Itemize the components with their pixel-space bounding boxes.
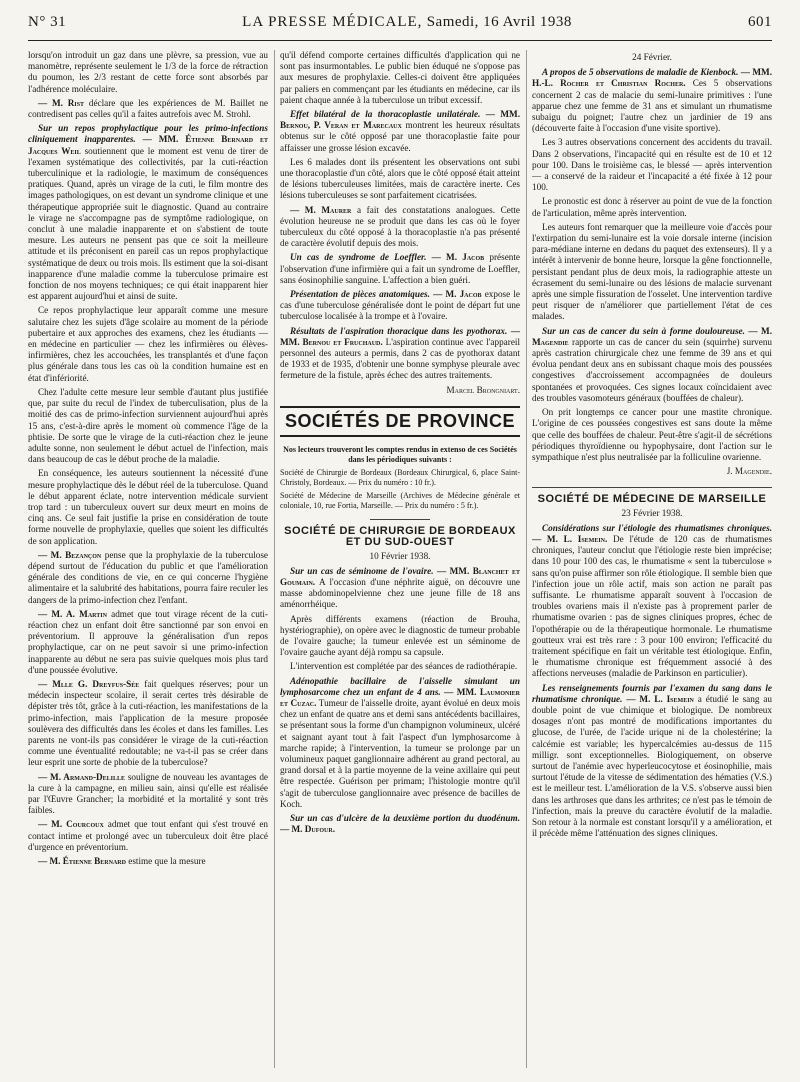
- authors: — MM. H.-L. Rocher et Christian Rocher.: [532, 67, 772, 89]
- signature: Marcel Brongniart.: [446, 384, 520, 395]
- article: [280, 326, 520, 382]
- paragraph: L'intervention est complétée par des séances de radiothérapie.: [290, 661, 518, 672]
- authors: — MM. Étienne Bernard et Jacques Weil: [28, 134, 268, 156]
- author: — M. A. Martin: [38, 608, 107, 619]
- author: — M. Jacob: [431, 252, 485, 263]
- session-date: 10 Février 1938.: [369, 550, 431, 561]
- article-title: Effet bilatéral de la thoracoplastie unilatérale.: [290, 109, 481, 120]
- article: [280, 676, 520, 810]
- text: estime que la mesure: [128, 856, 206, 867]
- text: A l'occasion d'une néphrite aiguë, on découvre une masse abdominopelvienne chez une jeune fille de 18 ans aménorrhéique.: [280, 576, 520, 610]
- column-divider: [526, 50, 527, 1068]
- session-date: 24 Février.: [632, 52, 672, 62]
- text: pense que la prophylaxie de la tuberculose dépend surtout de l'éducation du public et que l'amélioration générale des conditions de vie, en ce qui concerne l'hygiène alimentaire et la salubrité des habitations, pourra faire reculer les dangers de la primo-infection chez l'enfant.: [28, 549, 268, 605]
- paragraph: Les 6 malades dont ils présentent les observations ont subi une thoracoplastie d'un côté, alors que le côté opposé était atteint de lésions tuberculeuses limitées, mais de caractère inerte. Ces lésions tuberculeuses se sont parfaitement cicatrisées.: [280, 156, 520, 201]
- author: — M. Bezançon: [38, 549, 102, 560]
- article-title: Sur un repos prophylactique pour les primo-infections cliniquement inapparentes.: [28, 123, 268, 145]
- article: [280, 289, 520, 323]
- journal-title: [242, 14, 572, 31]
- column-3: [532, 50, 772, 1068]
- paragraph: qu'il défend comporte certaines difficultés d'application qui ne sont pas insurmontables. Le public bien éduqué ne s'oppose pas aux mesures de prophylaxie. Celles-ci doivent être appliquées par paliers en commençant par les étudiants en médecine, car ils paient chaque année à la tuberculose un tribut excessif.: [280, 50, 520, 105]
- author: — M. Maurer: [290, 204, 352, 215]
- article-title: Présentation de pièces anatomiques.: [290, 289, 430, 300]
- author: — M. Magendie: [532, 325, 772, 347]
- column-divider: [274, 50, 275, 1068]
- article-title: Sur un cas d'ulcère de la deuxième portion du duodénum.: [290, 812, 520, 823]
- text: L'aspiration continue avec l'appareil personnel des auteurs a permis, dans 2 cas de pyothorax datant de 1933 et de 1935, d'obtenir une bonne symphyse pleurale avec fermeture de la fistule, après échec des autres traitements.: [280, 336, 520, 381]
- column-2: [280, 50, 520, 1068]
- authors: — MM. Bernou et Fruchaud.: [280, 325, 520, 347]
- discussion: [28, 550, 268, 606]
- text: admet que tout enfant qui s'est trouvé en contact intime et prolongé avec un tuberculeux doit être placé d'urgence en préventorium.: [28, 819, 268, 852]
- discussion: [28, 772, 268, 817]
- author: — M. L. Isemein.: [532, 533, 608, 544]
- author: — M. Étienne Bernard: [38, 856, 126, 867]
- paragraph: lorsqu'on introduit un gaz dans une plèvre, sa pression, vue au manomètre, représente seulement le 1/3 de la force de rétraction du poumon, les 2/3 restant de cette force sont absorbés par l'adhérence moléculaire.: [28, 50, 268, 94]
- article-title: Considérations sur l'étiologie des rhumatismes chroniques.: [542, 522, 772, 533]
- text: Ces 5 observations concernent 2 cas de malacie du semi-lunaire primitives : l'une apparue chez une femme de 31 ans et simulant un rhumatisme subaigu du poignet; l'autre chez un jardinier de 19 ans (découverte faite à l'occasion d'une visite sportive).: [532, 78, 772, 134]
- discussion: [28, 819, 268, 853]
- text: a fait des constatations analogues. Cette évolution heureuse ne se produit que dans les cas où le foyer tuberculeux du côté opposé à la thoracoplastie n'a pas présenté de caractère évolutif depuis des mois.: [280, 204, 520, 249]
- society-title-line: SOCIÉTÉ DE CHIRURGIE DE BORDEAUX: [284, 525, 516, 538]
- paragraph: Les 3 autres observations concernent des accidents du travail. Dans 2 observations, l'incapacité qui en résulte est de 10 et 12 pour 100. Dans le troisième cas, le blessé — après intervention — a conservé de la raideur et l'incapacité a été fixée à 12 pour 100.: [532, 137, 772, 193]
- article: [532, 326, 772, 404]
- author: — Mlle G. Dreyfus-Sée: [38, 678, 140, 689]
- paragraph: [28, 98, 268, 120]
- article: [280, 813, 520, 835]
- text: expose le cas d'une tuberculose généralisée dont le point de départ fut une tuberculose localisée à la trompe et à l'ovaire.: [280, 289, 520, 322]
- signature: J. Magendie.: [726, 466, 772, 477]
- column-1: [28, 50, 268, 1068]
- paragraph: Le pronostic est donc à réserver au point de vue de la fonction de l'articulation, même après intervention.: [532, 196, 772, 218]
- paragraph: On prit longtemps ce cancer pour une mastite chronique. L'origine de ces poussées congestives est sans doute la même que celle des bouffées de chaleur. Peut-être s'agit-il de sécrétions périodiques thyroïdienne ou hypophysaire, dont l'action sur le sympathique n'est plus neutralisée par la folliculine ovarienne.: [532, 407, 772, 462]
- paragraph: Ce repos prophylactique leur apparaît comme une mesure salutaire chez les sujets d'âge scolaire au moment de la période pubertaire et aux approches des examens, chez les étudiants — en médecine en particulier — chez les infirmières ou élèves-infirmières, chez les accouchées, les transplantés et d'une façon plus générale dans tous les cas où la condition humaine est en état d'infériorité.: [28, 305, 268, 383]
- article: [532, 67, 772, 134]
- paragraph: Après différents examens (réaction de Brouha, hystériographie), on opère avec le diagnostic de tumeur probable de l'ovaire gauche; la tumeur enlevée est un séminome de l'ovaire gauche ayant déjà rompu sa capsule.: [280, 613, 520, 658]
- text: rapporte un cas de cancer du sein (squirrhe) survenu après castration chirurgicale chez une femme de 39 ans et qui évolua pendant deux ans en subissant chaque mois des poussées congestives d'accroissement accompagnées de douleurs spontanées et provoquées. Ces signes locaux coïncidaient avec des troubles vasomoteurs généraux (bouffées de chaleur).: [532, 336, 772, 403]
- article-title: Adénopathie bacillaire de l'aisselle simulant un lymphosarcome chez un enfant de 4 ans.: [280, 675, 520, 697]
- author: — M. Dufour.: [280, 824, 336, 835]
- authors: — MM. Bernou, P. Veran et Marecaux: [280, 109, 520, 131]
- paragraph: En conséquence, les auteurs soutiennent la nécessité d'une mesure prophylactique dès le début réel de la tuberculose. Quand le début apparent éclate, notre intervention médicale survient trop tard : un tuberculeux ouvert sur deux meurt en moins de cinq ans. Ce seul fait justifie la prise en considération de toute forme nouvelle de prophylaxie, quelles que soient les difficultés de son application.: [28, 468, 268, 546]
- text: a étudié le sang au double point de vue chimique et biologique. De nombreux dosages n'ont pas montré de modifications importantes du glucose, de l'urée, de l'acide urique ni de la cholestérine; la calcémie est variable; les hypercalcémies au-dessus de 115 milligr. sont exceptionnelles. Biologiquement, on observe surtout de l'anémie avec hyperleucocytose et éosinophilie, mais surtout l'étude de la vitesse de sédimentation des hématies (V.S.) est le meilleur test. L'amélioration de la V.S. s'observe aussi bien dans les arthroses que dans les arthrites; ce n'est pas le témoin de l'infection, mais la preuve du caractère évolutif de la maladie. Son retour à la normale est constant lorsqu'il y a amélioration, et il précède même l'atténuation des signes cliniques.: [532, 693, 772, 839]
- text: déclare que les expériences de M. Baillet ne contredisent pas celles qu'il a faites autrefois avec M. Strohl.: [28, 97, 268, 120]
- article-title: Un cas de syndrome de Loeffler.: [290, 252, 427, 263]
- page-number: 601: [747, 14, 772, 30]
- article: [532, 523, 772, 680]
- notice-lead: Nos lecteurs trouveront les comptes rendus in extenso de ces Sociétés dans les périodiques suivants :: [283, 445, 517, 465]
- authors: — MM. Laumonier et Cuzac.: [280, 686, 520, 708]
- article: [280, 566, 520, 611]
- author: — M. Courcoux: [38, 819, 104, 830]
- article-title: Sur un cas de séminome de l'ovaire.: [290, 565, 434, 576]
- text: Tumeur de l'aisselle droite, ayant évolué en deux mois chez un enfant de quatre ans et demi sans antécédents bacillaires, se présentant sous la forme d'un champignon volumineux, ulcéré et saignant ayant tout à fait l'aspect d'un lymphosarcome à marche rapide; à l'intervention, la tumeur se prolonge par un volumineux paquet ganglionnaire adhérent au grand pectoral, au grand dorsal et à la partie moyenne de la veine axillaire qui peut être respectée. Guérison per primam; l'histologie montre qu'il s'agit de tuberculose ganglionnaire avec présence de bacilles de Koch.: [280, 697, 520, 809]
- page-header: [28, 14, 772, 36]
- section-rule: [532, 487, 772, 488]
- issue-number: N° 31: [28, 14, 67, 30]
- article-title: Les renseignements fournis par l'examen du sang dans le rhumatisme chronique.: [532, 682, 772, 704]
- article: [532, 683, 772, 840]
- text: souligne de nouveau les avantages de la cure à la campagne, en milieu sain, ainsi qu'elle est réalisée par l'Œuvre Grancher; la morbidité et la mortalité y sont très faibles.: [28, 771, 268, 816]
- discussion: [28, 609, 268, 676]
- notice: [280, 445, 520, 511]
- journal-brand: LA PRESSE MÉDICALE,: [242, 14, 423, 30]
- article-title: Résultats de l'aspiration thoracique dans les pyothorax.: [290, 325, 508, 336]
- author: — M. Rist: [38, 97, 85, 108]
- section-title: SOCIÉTÉS DE PROVINCE: [280, 406, 520, 437]
- discussion: [28, 856, 268, 867]
- article-title: A propos de 5 observations de maladie de Kienbock.: [542, 67, 739, 78]
- society-title-line: ET DU SUD-OUEST: [345, 536, 455, 549]
- article: [28, 123, 268, 302]
- session-date: 23 Février 1938.: [621, 507, 683, 518]
- article-title: Sur un cas de cancer du sein à forme douloureuse.: [542, 325, 745, 336]
- society-title: [280, 526, 520, 548]
- author: — M. Armand-Delille: [38, 771, 125, 782]
- text: fait quelques réserves; pour un médecin inspecteur scolaire, il serait certes très désirable de dépister très tôt, grâce à la cuti-réaction, les manifestations de la primo-infection, mais l'application de la mesure proposée soulèvera des difficultés dans les écoles et dans les familles. Les parents ne vont-ils pas considérer le virage de la cuti-réaction comme une éventualité redoutable; ne va-t-il pas se créer dans leur esprit une sorte de phobie de la tuberculose?: [28, 678, 268, 768]
- text: montrent les heureux résultats obtenus sur le côté opposé par une thoracoplastie faite pour affaisser une grosse lésion excavée.: [280, 120, 520, 153]
- article: [280, 109, 520, 154]
- notice-item: Société de Médecine de Marseille (Archives de Médecine générale et coloniale, 10, rue Fortia, Marseille. — Prix du numéro : 5 fr.).: [280, 491, 520, 511]
- society-title: SOCIÉTÉ DE MÉDECINE DE MARSEILLE: [537, 493, 767, 506]
- article: [280, 252, 520, 286]
- notice-item: Société de Chirurgie de Bordeaux (Bordeaux Chirurgical, 6, place Saint-Christoly, Bordeaux. — Prix du numéro : 10 fr.).: [280, 468, 520, 488]
- authors: — MM. Blanchet et Goumain.: [280, 565, 520, 587]
- discussion: [28, 679, 268, 769]
- issue-date: Samedi, 16 Avril 1938: [426, 14, 572, 30]
- text: présente l'observation d'une infirmière qui a fait un syndrome de Loeffler, sans éosinophilie sanguine. L'affection a bien guéri.: [280, 252, 520, 285]
- text: soutiennent que le moment est venu de tirer de l'examen systématique des collectivités, par la cuti-réaction tuberculinique et la radiologie, le maximum de conséquences pratiques. Quand, après un virage de la cuti, le film montre des images pathologiques, on est devant un syndrome clinique et une thérapeutique appropriée suit le diagnostic. Quand au contraire le virage ne s'accompagne pas de symptôme radiologique, on conclut à une maladie inapparente et on s'abstient de toute mesure. Les auteurs ne pensent pas que ce soit la meilleure attitude et ils préconisent en pareil cas un repos prophylactique systématique de deux ou trois mois. Ils estiment que la soi-disant inapparence d'une maladie comme la tuberculose primaire est fonction de nos moyens techniques; ce qui était inapparent hier est apparent aujourd'hui et ainsi de suite.: [28, 145, 268, 302]
- divider: [370, 519, 430, 520]
- paragraph: Les auteurs font remarquer que la meilleure voie d'accès pour l'extirpation du semi-lunaire est la voie dorsale interne (incision para-médiane interne en dedans du paquet des extenseurs). Il y a intérêt à intervenir de bonne heure, lorsque la gêne fonctionnelle, persistant pendant plus de deux mois, la radiographie atteste un écrasement du semi-lunaire ou des lésions de malacie survenant après une simple fissuration de l'osselet. Une intervention tardive peut risquer de n'améliorer que partiellement l'état de ces malades.: [532, 221, 772, 322]
- author: — M. L. Isemein: [626, 693, 694, 704]
- discussion: [280, 205, 520, 250]
- text: admet que tout virage récent de la cuti-réaction chez un enfant doit être sanctionné par son envoi en préventorium. Il approuve la généralisation d'un repos prophylactique, car on ne peut savoir si une primo-infection inapparente au début ne sera pas suivie quelques mois plus tard d'une poussée évolutive.: [28, 608, 268, 675]
- paragraph: Chez l'adulte cette mesure leur semble d'autant plus justifiée que, par suite du recul de l'index de tuberculisation, plus de la moitié des cas de primo-infection surviennent aujourd'hui après 15 ans, c'est-à-dire après le moment où commence l'âge de la phtisie. De sorte que le virage de la cuti-réaction chez le jeune adulte sonne, non seulement le début actuel de l'infection, mais dans beaucoup de cas le début proche de la maladie.: [28, 386, 268, 465]
- header-rule: [28, 40, 772, 41]
- text: De l'étude de 120 cas de rhumatismes chroniques, l'auteur conclut que l'étiologie reste bien imprécise; dans 10 pour 100 des cas, le rhumatisme « sent la tuberculose » sans qu'on puise affirmer son rôle étiologique. Il semble bien que l'infection joue un rôle actif, mais son action ne paraît pas suffisante. Le rhumatisme apparaît souvent à l'occasion de troubles ovariens mais il n'existe pas à proprement parler de rhumatisme ovarien : pas de signes cliniques propres, échec de l'opothérapie ou de la thérapeutique hormonale. Le rhumatisme goutteux vrai est très rare : 3 pour 100 environ; l'efficacité du traitement spécifique en fait un véritable test étiologique. Enfin, le rhumatisme chronique est fréquemment associé à des affections nerveuses (maladie de Parkinson en particulier).: [532, 533, 772, 679]
- author: — M. Jacob: [433, 289, 482, 300]
